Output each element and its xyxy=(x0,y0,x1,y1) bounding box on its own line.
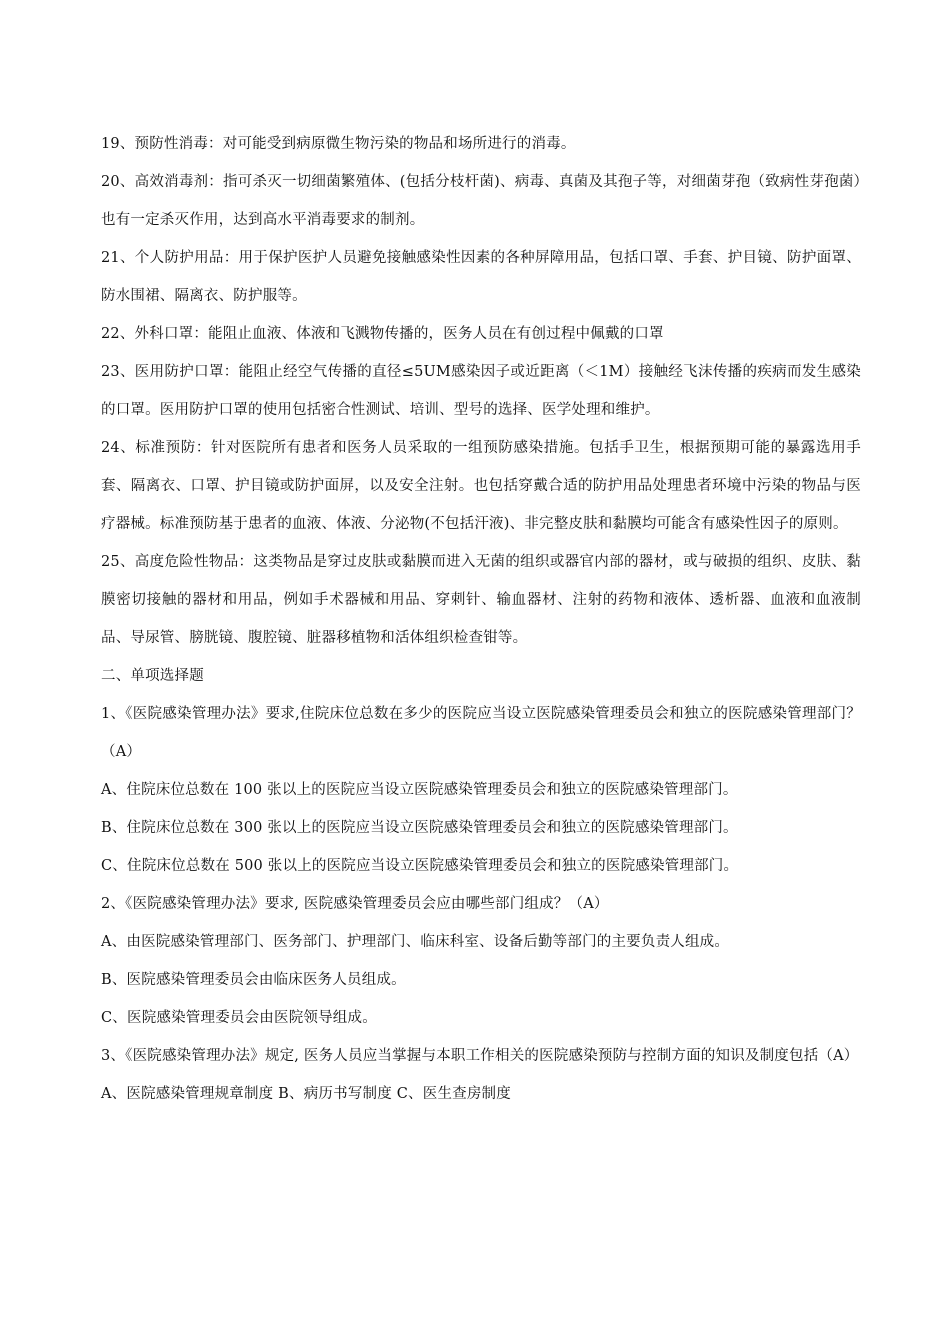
definition-23: 23、医用防护口罩：能阻止经空气传播的直径≤5UM感染因子或近距离（＜1M）接触经飞沫传播的疾病而发生感染的口罩。医用防护口罩的使用包括密合性测试、培训、型号的选择、医学处理和维护。 xyxy=(101,364,861,418)
definition-25: 25、高度危险性物品：这类物品是穿过皮肤或黏膜而进入无菌的组织或器官内部的器材，或与破损的组织、皮肤、黏膜密切接触的器材和用品，例如手术器械和用品、穿刺针、输血器材、注射的药物和液体、透析器、血液和血液制品、导尿管、膀胱镜、腹腔镜、脏器移植物和活体组织检查钳等。 xyxy=(101,554,861,646)
definition-21: 21、个人防护用品：用于保护医护人员避免接触感染性因素的各种屏障用品，包括口罩、手套、护目镜、防护面罩、防水围裙、隔离衣、防护服等。 xyxy=(101,250,861,304)
document-body xyxy=(101,125,861,1113)
question-3: 3、《医院感染管理办法》规定, 医务人员应当掌握与本职工作相关的医院感染预防与控制方面的知识及制度包括（A） xyxy=(101,1048,859,1064)
question-3-options: A、医院感染管理规章制度 B、病历书写制度 C、医生查房制度 xyxy=(101,1086,511,1102)
question-1-option-a: A、住院床位总数在 100 张以上的医院应当设立医院感染管理委员会和独立的医院感染管理部门。 xyxy=(101,782,738,798)
section-heading: 二、单项选择题 xyxy=(101,668,204,684)
definition-24: 24、标准预防：针对医院所有患者和医务人员采取的一组预防感染措施。包括手卫生，根据预期可能的暴露选用手套、隔离衣、口罩、护目镜或防护面屏，以及安全注射。也包括穿戴合适的防护用品处理患者环境中污染的物品与医疗器械。标准预防基于患者的血液、体液、分泌物(不包括汗液)、非完整皮肤和黏膜均可能含有感染性因子的原则。 xyxy=(101,440,861,532)
definition-20: 20、高效消毒剂：指可杀灭一切细菌繁殖体、(包括分枝杆菌)、病毒、真菌及其孢子等，对细菌芽孢（致病性芽孢菌）也有一定杀灭作用，达到高水平消毒要求的制剂。 xyxy=(101,174,861,228)
question-2-option-c: C、医院感染管理委员会由医院领导组成。 xyxy=(101,1010,377,1026)
question-2-option-a: A、由医院感染管理部门、医务部门、护理部门、临床科室、设备后勤等部门的主要负责人组成。 xyxy=(101,934,730,950)
question-2-option-b: B、医院感染管理委员会由临床医务人员组成。 xyxy=(101,972,406,988)
definition-22: 22、外科口罩：能阻止血液、体液和飞溅物传播的，医务人员在有创过程中佩戴的口罩 xyxy=(101,326,664,342)
question-1: 1、《医院感染管理办法》要求,住院床位总数在多少的医院应当设立医院感染管理委员会和独立的医院感染管理部门？（A） xyxy=(101,706,861,760)
question-1-option-b: B、住院床位总数在 300 张以上的医院应当设立医院感染管理委员会和独立的医院感染管理部门。 xyxy=(101,820,738,836)
question-2: 2、《医院感染管理办法》要求, 医院感染管理委员会应由哪些部门组成？（A） xyxy=(101,896,609,912)
definition-19: 19、预防性消毒：对可能受到病原微生物污染的物品和场所进行的消毒。 xyxy=(101,136,576,152)
question-1-option-c: C、住院床位总数在 500 张以上的医院应当设立医院感染管理委员会和独立的医院感染管理部门。 xyxy=(101,858,739,874)
